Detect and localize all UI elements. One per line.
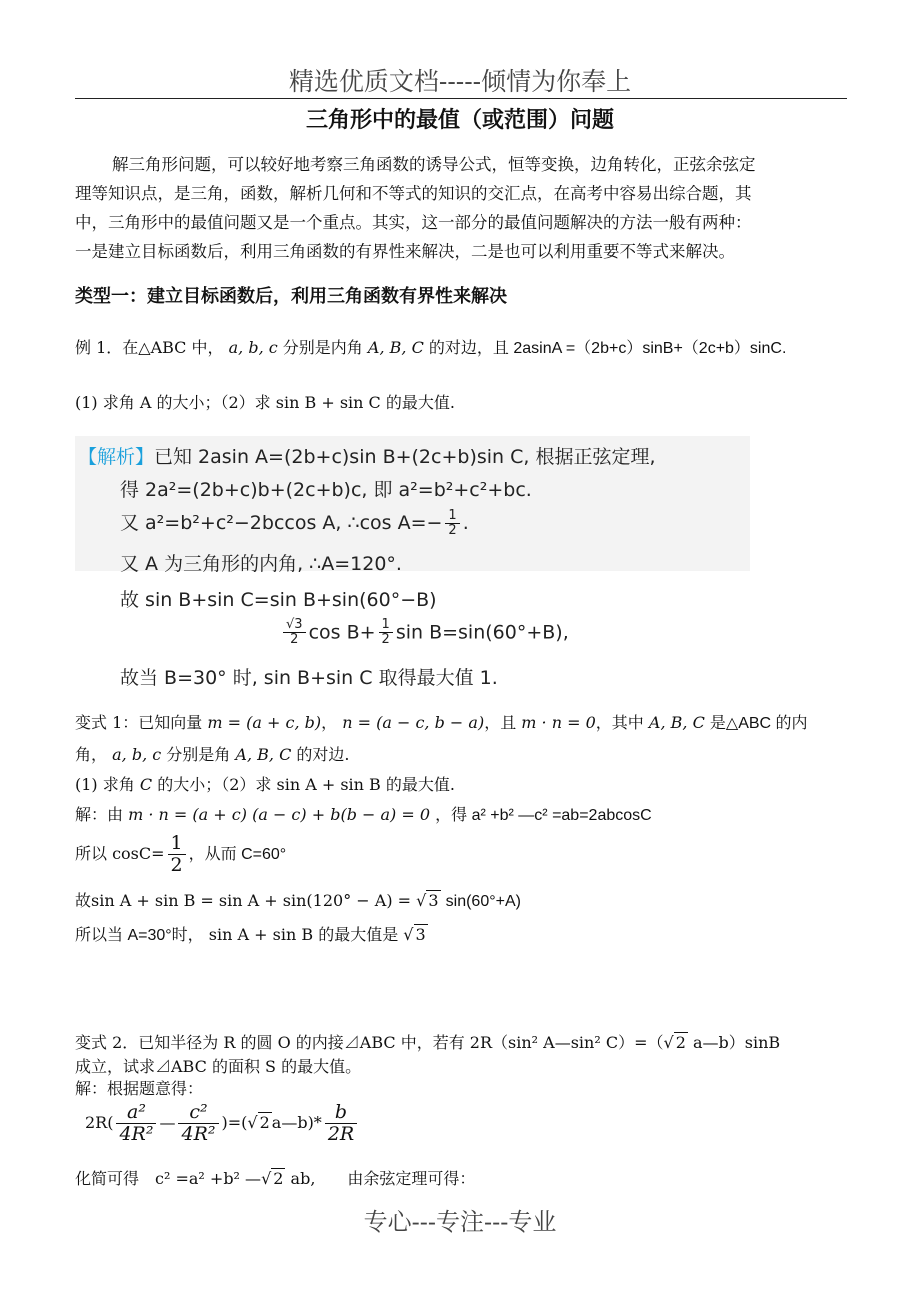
variant1-line-4: 解：由 m · n = (a + c) (a − c) + b(b − a) = 0 ，得 a² +b² —c² =ab=2abcosC bbox=[75, 805, 652, 824]
intro-line: 理等知识点，是三角，函数，解析几何和不等式的知识的交汇点，在高考中容易出综合题，其 bbox=[75, 184, 752, 203]
variant2-line-4: 2R( $\frac{\text{a²}}{\text{4R²}}$ — $\frac{\text{c²}}{\text{4R²}}$ )=(√ 2 a—b)* $\frac{b}{2R}$ bbox=[85, 1102, 360, 1145]
intro-line: 中，三角形中的最值问题又是一个重点。其实，这一部分的最值问题解决的方法一般有两种： bbox=[75, 213, 752, 232]
page-footer: 专心---专注---专业 bbox=[363, 1208, 557, 1236]
solution-line-1: 【解析】已知 2asin A=(2b+c)sin B+(2c+b)sin C, 根据正弦定理, bbox=[78, 446, 656, 468]
variant1-line-3: (1) 求角 C 的大小；（2）求 sin A + sin B 的最大值. bbox=[75, 775, 455, 794]
variant1-line-5: 所以 cosC= $\frac{1}{2}$ ，从而 C=60° bbox=[75, 832, 287, 876]
intro-line: 一是建立目标函数后，利用三角函数的有界性来解决，二是也可以利用重要不等式来解决。 bbox=[75, 242, 735, 261]
variant1-line-2: 角， a, b, c 分别是角 A, B, C 的对边. bbox=[75, 745, 350, 764]
solution-line-5: 故 sin B+sin C=sin B+sin(60°−B) bbox=[120, 589, 437, 611]
header-rule bbox=[75, 98, 847, 99]
solution-line-3: 又 a²=b²+c²−2bccos A, ∴cos A=− $\frac{1}{2}$ . bbox=[120, 507, 469, 538]
variant2-line-5: 化简可得 c² =a² +b² —√ 2 ab, 由余弦定理可得： bbox=[75, 1169, 476, 1188]
sqrt-symbol: √ 3 bbox=[416, 891, 439, 910]
solution-line-6: $\frac{√3}{2}$ cos B+ $\frac{1}{2}$ sin B=sin(60°+B), bbox=[280, 618, 569, 648]
sqrt-symbol: √ 2 bbox=[247, 1112, 270, 1132]
sqrt-symbol: √ 3 bbox=[403, 925, 426, 944]
variant2-line-2: 成立，试求⊿ABC 的面积 S 的最大值。 bbox=[75, 1057, 362, 1076]
variant2-line-1: 变式 2．已知半径为 R 的圆 O 的内接⊿ABC 中，若有 2R（sin² A—sin² C）=（√ 2 a—b）sinB bbox=[75, 1033, 781, 1052]
variant2-line-3: 解：根据题意得： bbox=[75, 1079, 204, 1098]
sqrt-symbol: √ 2 bbox=[261, 1169, 284, 1188]
example1-statement: 例 1．在△ABC 中， a, b, c 分别是内角 A, B, C 的对边，且 2asinA =（2b+c）sinB+（2c+b）sinC. bbox=[75, 338, 787, 357]
intro-paragraph bbox=[75, 150, 847, 266]
variant1-line-1: 变式 1：已知向量 m = (a + c, b)， n = (a − c, b − a)，且 m · n = 0，其中 A, B, C 是△ABC 的内 bbox=[75, 713, 808, 732]
example1-questions: (1) 求角 A 的大小；（2）求 sin B + sin C 的最大值. bbox=[75, 393, 455, 412]
solution-label: 【解析】 bbox=[78, 446, 155, 468]
solution-line-7: 故当 B=30° 时, sin B+sin C 取得最大值 1. bbox=[120, 667, 498, 689]
solution-line-2: 得 2a²=(2b+c)b+(2c+b)c, 即 a²=b²+c²+bc. bbox=[120, 479, 532, 501]
section-heading-type1: 类型一：建立目标函数后，利用三角函数有界性来解决 bbox=[75, 286, 507, 307]
sqrt-symbol: √ 2 bbox=[663, 1033, 686, 1052]
page-header: 精选优质文档-----倾情为你奉上 bbox=[288, 67, 632, 96]
variant1-line-7: 所以当 A=30°时， sin A + sin B 的最大值是 √ 3 bbox=[75, 925, 426, 944]
page-title: 三角形中的最值（或范围）问题 bbox=[305, 108, 614, 133]
variant1-line-6: 故sin A + sin B = sin A + sin(120° − A) = √ 3 sin(60°+A) bbox=[75, 891, 521, 910]
solution-line-4: 又 A 为三角形的内角, ∴A=120°. bbox=[120, 553, 402, 575]
intro-line: 解三角形问题，可以较好地考察三角函数的诱导公式，恒等变换，边角转化，正弦余弦定 bbox=[112, 155, 756, 174]
